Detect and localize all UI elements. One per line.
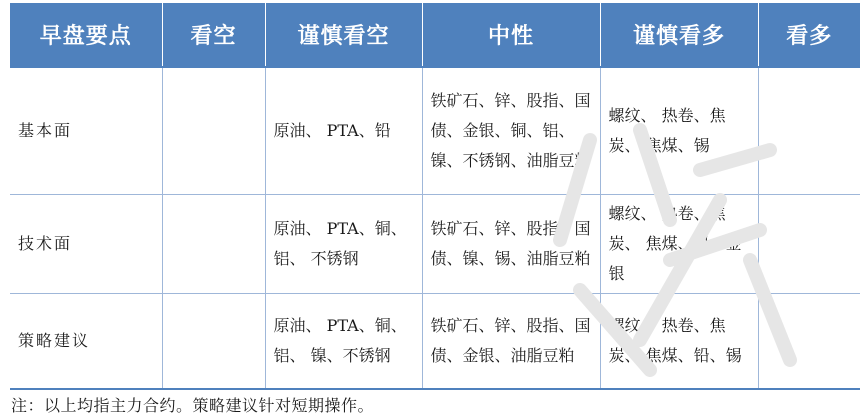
- cell-cautious-bearish: 原油、 PTA、铜、铝、 不锈钢: [265, 195, 422, 294]
- row-label: 策略建议: [10, 294, 162, 390]
- morning-brief-table: [10, 3, 860, 390]
- cell-cautious-bearish: 原油、 PTA、铅: [265, 67, 422, 195]
- header-morning-points: 早盘要点: [10, 3, 162, 67]
- cell-bearish: [162, 195, 265, 294]
- cell-neutral: 铁矿石、锌、股指、国债、金银、铜、铝、镍、不锈钢、油脂豆粕: [422, 67, 600, 195]
- row-label: 技术面: [10, 195, 162, 294]
- table-header-row: [10, 3, 860, 67]
- table-row: [10, 294, 860, 390]
- cell-bullish: [758, 67, 860, 195]
- header-neutral: 中性: [422, 3, 600, 67]
- header-cautious-bullish: 谨慎看多: [600, 3, 758, 67]
- table-row: [10, 195, 860, 294]
- cell-cautious-bullish: 螺纹、 热卷、焦炭、 焦煤、锡: [600, 67, 758, 195]
- cell-neutral: 铁矿石、锌、股指、国债、镍、锡、油脂豆粕: [422, 195, 600, 294]
- row-label: 基本面: [10, 67, 162, 195]
- morning-brief-table-container: [10, 3, 860, 390]
- cell-bullish: [758, 294, 860, 390]
- cell-bullish: [758, 195, 860, 294]
- cell-bearish: [162, 294, 265, 390]
- header-bearish: 看空: [162, 3, 265, 67]
- cell-neutral: 铁矿石、锌、股指、国债、金银、油脂豆粕: [422, 294, 600, 390]
- cell-bearish: [162, 67, 265, 195]
- table-row: [10, 67, 860, 195]
- header-cautious-bearish: 谨慎看空: [265, 3, 422, 67]
- footnote: 注：以上均指主力合约。策略建议针对短期操作。: [11, 396, 375, 415]
- cell-cautious-bearish: 原油、 PTA、铜、铝、 镍、不锈钢: [265, 294, 422, 390]
- cell-cautious-bullish: 螺纹、 热卷、焦炭、 焦煤、铅、锡: [600, 294, 758, 390]
- header-bullish: 看多: [758, 3, 860, 67]
- cell-cautious-bullish: 螺纹、 热卷、焦炭、 焦煤、铅、金银: [600, 195, 758, 294]
